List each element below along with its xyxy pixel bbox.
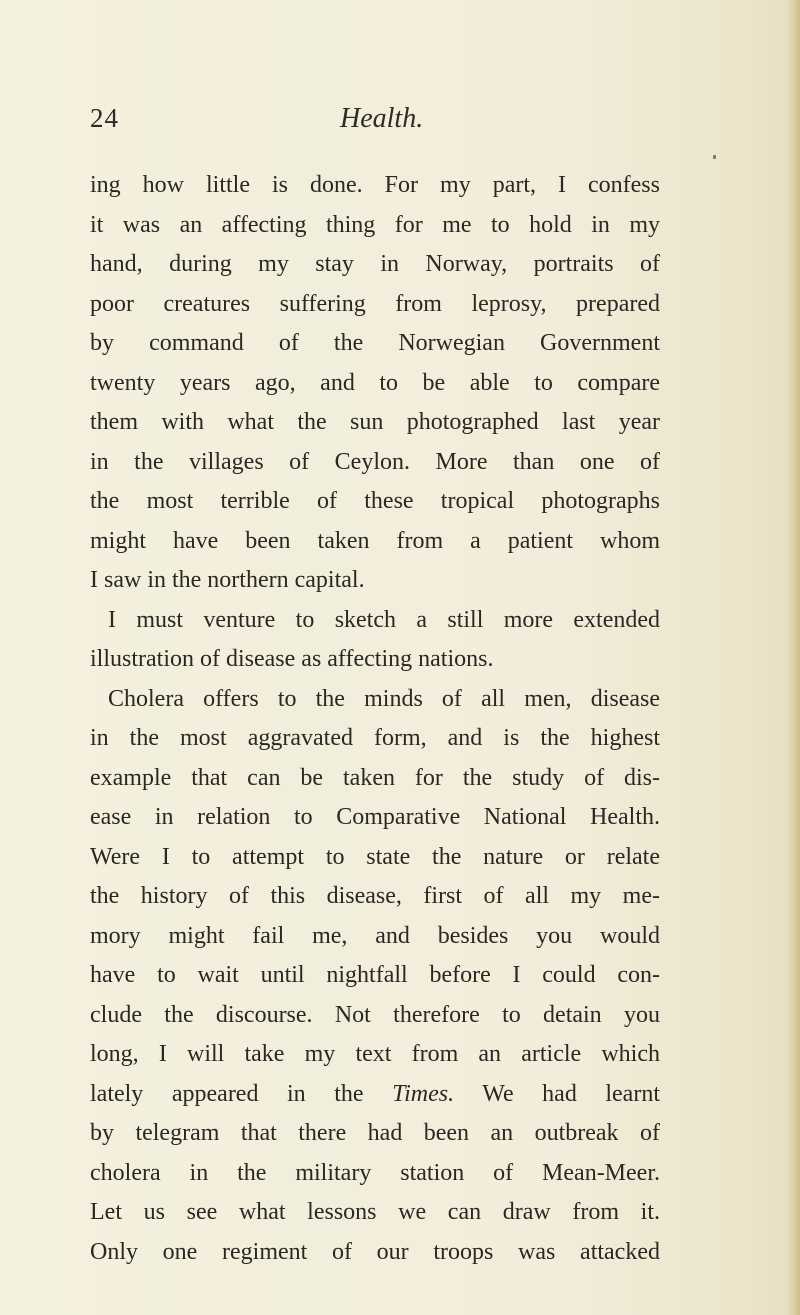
text-line: them with what the sun photographed last year (90, 409, 660, 435)
text-line: might have been taken from a patient whom (90, 527, 660, 554)
text-line: long, I will take my text from an article which (90, 1041, 660, 1067)
text-line: Were I to attempt to state the nature or relate (90, 843, 660, 870)
text-line: Let us see what lessons we can draw from it. (90, 1199, 660, 1225)
text-line-with-title (90, 1075, 660, 1115)
text-line: illustration of disease as affecting nations. (90, 646, 494, 672)
text-line: the history of this disease, first of all my me- (90, 883, 660, 909)
page-number: 24 (90, 103, 119, 133)
text-line: twenty years ago, and to be able to compare (90, 369, 660, 396)
page-edge-shadow (788, 0, 800, 1315)
body-text (90, 166, 660, 1272)
text-line: Only one regiment of our troops was attacked (90, 1238, 660, 1265)
text-line: hand, during my stay in Norway, portraits of (90, 251, 660, 277)
text-line: ing how little is done. For my part, I confess (90, 172, 660, 198)
text-line: the most terrible of these tropical photographs (90, 488, 660, 514)
text-line: example that can be taken for the study of dis- (90, 764, 660, 791)
paragraph-start-line: I must venture to sketch a still more extended (108, 606, 660, 633)
text-line: poor creatures suffering from leprosy, prepared (90, 290, 660, 317)
text-line: it was an affecting thing for me to hold in my (90, 211, 660, 238)
text-line: mory might fail me, and besides you would (90, 922, 660, 949)
text-line: have to wait until nightfall before I could con- (90, 962, 660, 988)
page-header (90, 103, 640, 143)
newspaper-title: Times. (392, 1080, 455, 1107)
text-line: I saw in the northern capital. (90, 567, 365, 593)
text-fragment: lately appeared in the (90, 1080, 364, 1107)
text-line: in the most aggravated form, and is the highest (90, 725, 660, 751)
text-line: ease in relation to Comparative National Health. (90, 804, 660, 830)
print-speck (713, 155, 716, 159)
text-line: cholera in the military station of Mean-Meer. (90, 1159, 660, 1186)
text-line: in the villages of Ceylon. More than one of (90, 448, 660, 475)
paragraph-start-line: Cholera offers to the minds of all men, disease (108, 685, 660, 712)
text-line: clude the discourse. Not therefore to detain you (90, 1001, 660, 1028)
text-line: by telegram that there had been an outbreak of (90, 1120, 660, 1146)
text-fragment: We had learnt (482, 1080, 660, 1107)
text-line: by command of the Norwegian Government (90, 330, 660, 356)
running-head: Health. (340, 103, 424, 134)
